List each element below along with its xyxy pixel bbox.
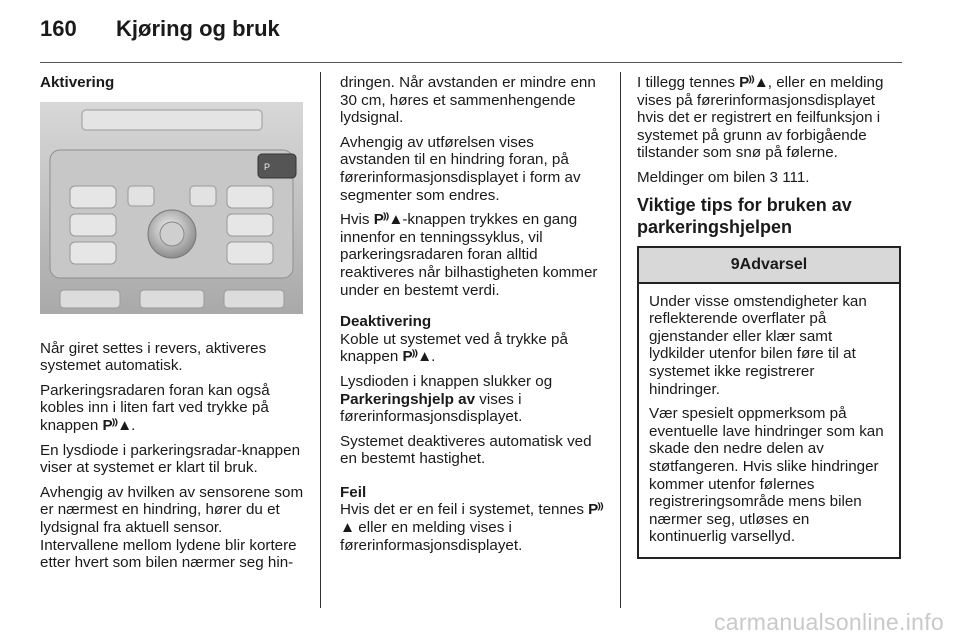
- parking-sensor-icon: P⁾⁾▲: [102, 416, 132, 434]
- page-reference-icon: 3: [769, 168, 778, 186]
- parking-sensor-icon: P⁾⁾▲: [340, 501, 603, 537]
- column-3: [637, 74, 901, 559]
- paragraph: I tillegg tennes P⁾⁾▲, eller en melding vises på førerinformasjonsdisplayet hvis det er registrert en feilfunksjon i systemet på grunn av forbigående tilstander som snø på følerne.: [637, 74, 884, 162]
- column-2: [340, 74, 608, 561]
- paragraph: Systemet deaktiveres automatisk ved en bestemt hastighet.: [340, 432, 592, 468]
- paragraph: Hvis det er en feil i systemet, tennes P⁾⁾▲ eller en melding vises i førerinformasjonsdisplayet.: [340, 501, 603, 554]
- heading-deaktivering: Deaktivering: [340, 313, 432, 331]
- heading-feil: Feil: [340, 483, 367, 501]
- warning-box: [637, 246, 901, 559]
- control-panel-photo: [40, 102, 303, 314]
- photo-button-label: P: [264, 161, 271, 172]
- paragraph: Avhengig av utførelsen vises avstanden til en hindring foran, på førerinformasjonsdisplayet i form av segmenter som endres.: [340, 133, 581, 204]
- page-title: Kjøring og bruk: [116, 16, 280, 41]
- page-number: 160: [40, 16, 77, 41]
- paragraph: Under visse omstendigheter kan reflekterende overflater på gjenstander eller klær samt lydkilder utenfor bilen føre til at systemet ikke registrerer hindringer.: [649, 292, 867, 398]
- section-heading: Viktige tips for bruken av parkeringshjelpen: [637, 194, 852, 237]
- heading-aktivering: Aktivering: [40, 74, 115, 91]
- column-divider: [620, 72, 621, 608]
- column-1: [40, 74, 305, 579]
- paragraph: dringen. Når avstanden er mindre enn 30 cm, høres et sammenhengende lydsignal.: [340, 74, 596, 127]
- display-message: Parkeringshjelp av: [340, 390, 476, 408]
- paragraph: Avhengig av hvilken av sensorene som er nærmest en hindring, hører du et lydsignal fra aktuell sensor. Intervallene mellom lydene blir kortere etter hvert som bilen nærmer seg hin-: [40, 483, 304, 572]
- warning-icon: 9: [730, 255, 740, 273]
- watermark: carmanualsonline.info: [713, 609, 944, 635]
- paragraph: Meldinger om bilen 3 111.: [637, 168, 810, 186]
- page-header: [40, 16, 280, 42]
- paragraph: Vær spesielt oppmerksom på eventuelle lave hindringer som kan skade den nedre delen av støtfangeren. Hvis slike hindringer kommer utenfor følernes registreringsområde mens bilen nærmer seg, utløses en kontinuerlig varsellyd.: [649, 405, 884, 546]
- header-rule: [40, 62, 902, 63]
- paragraph: Koble ut systemet ved å trykke på knappen P⁾⁾▲.: [340, 330, 568, 366]
- paragraph: Hvis P⁾⁾▲-knappen trykkes en gang innenfor en tenningssyklus, vil parkeringsradaren foran alltid reaktiveres når bilhastigheten kommer under en bestemt verdi.: [340, 211, 598, 299]
- paragraph: En lysdiode i parkeringsradar-knappen viser at systemet er klart til bruk.: [40, 441, 301, 477]
- paragraph: Lysdioden i knappen slukker og Parkeringshjelp av vises i førerinformasjonsdisplayet.: [340, 372, 553, 426]
- warning-body: [639, 284, 899, 557]
- parking-sensor-icon: P⁾⁾▲: [373, 211, 403, 229]
- parking-sensor-icon: P⁾⁾▲: [402, 348, 432, 366]
- warning-header: [639, 248, 899, 284]
- warning-title: Advarsel: [739, 255, 808, 273]
- paragraph: Når giret settes i revers, aktiveres systemet automatisk.: [40, 339, 267, 375]
- paragraph: Parkeringsradaren foran kan også kobles inn i liten fart ved trykke på knappen P⁾⁾▲.: [40, 381, 270, 434]
- parking-sensor-icon: P⁾⁾▲: [739, 74, 768, 91]
- column-divider: [320, 72, 321, 608]
